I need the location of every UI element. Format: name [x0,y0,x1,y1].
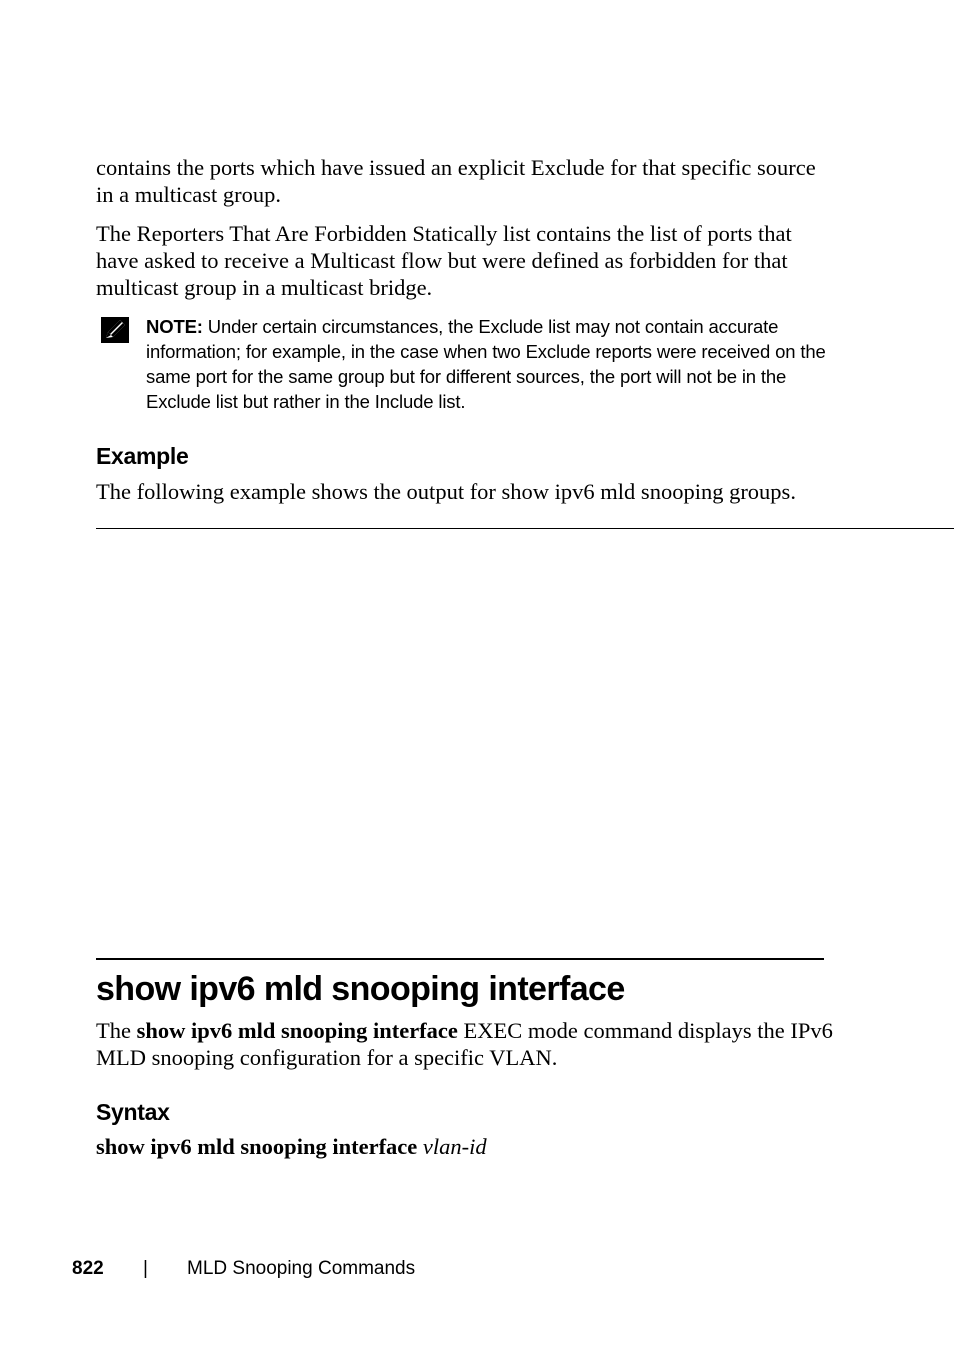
example-text: The following example shows the output for show ipv6 mld snooping groups. [96,479,796,504]
syntax-argument: vlan-id [422,1134,487,1159]
footer-separator: | [143,1258,148,1279]
page-number: 822 [72,1258,104,1279]
desc-prefix: The [96,1018,137,1043]
desc-command: show ipv6 mld snooping interface [136,1018,458,1043]
command-description [96,1017,836,1071]
example-output-rule [96,528,954,529]
syntax-heading: Syntax [96,1099,170,1125]
desc-suffix: EXEC mode command displays the IPv6 MLD snooping configuration for a specific VLAN. [96,1018,833,1070]
page-title: show ipv6 mld snooping interface [96,970,625,1008]
paragraph-forbidden-reporters: The Reporters That Are Forbidden Statically list contains the list of ports that have asked to receive a Multicast flow but were defined as forbidden for that multicast group in a multicast bridge. [96,221,792,300]
syntax-line [96,1133,836,1160]
note-body: Under certain circumstances, the Exclude list may not contain accurate information; for example, in the case when two Exclude reports were received on the same port for the same group but for different sources, the port will not be in the Exclude list but rather in the Include list. [146,316,826,412]
note-label: NOTE: [146,316,203,337]
example-heading: Example [96,443,189,469]
section-top-rule [96,958,824,960]
syntax-command: show ipv6 mld snooping interface [96,1134,418,1159]
footer-section-title: MLD Snooping Commands [187,1258,416,1279]
note-text [146,314,836,414]
paragraph-exclude-ports: contains the ports which have issued an explicit Exclude for that specific source in a multicast group. [96,155,816,207]
note-pencil-icon [100,316,130,344]
